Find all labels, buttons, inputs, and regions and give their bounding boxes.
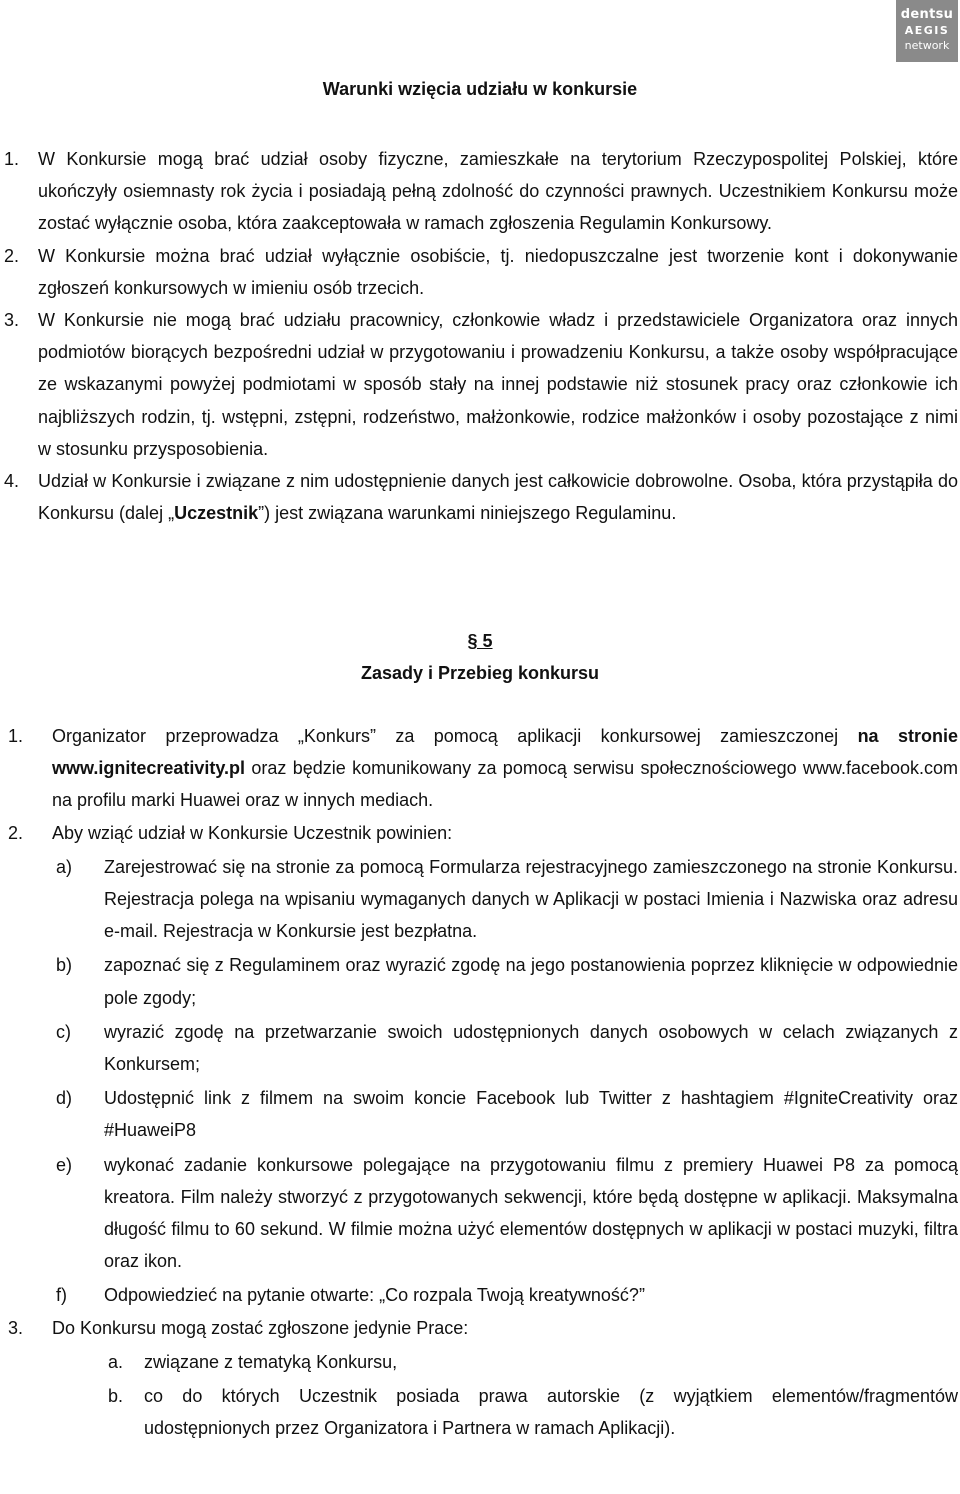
rule-item-2 [0,817,958,849]
rule-item-1 [0,720,958,817]
condition-item-1 [0,143,958,240]
sub-item-d [56,1082,958,1146]
sub-item-c [56,1016,958,1080]
sub-item-text: wyrazić zgodę na przetwarzanie swoich udostępnionych danych osobowych w celach związanych z Konkursem; [104,1021,958,1075]
sub-item-text: Odpowiedzieć na pytanie otwarte: „Co rozpala Twoją kreatywność?” [104,1285,645,1306]
condition-item-4 [0,465,958,529]
logo-line-1: dentsu [900,7,954,22]
item-number: 1. [8,726,24,746]
sub-item-text: związane z tematyką Konkursu, [144,1351,398,1372]
sub-item-text: wykonać zadanie konkursowe polegające na przygotowaniu filmu z premiery Huawei P8 za pomocą kreatora. Film należy stworzyć z przygotowanych sekwencji, które będą dostępne w aplikacji. Maksymalna długość filmu to 60 sekund. W filmie można użyć elementów dostępnych w aplikacji w postaci muzyki, filtra oraz ikon. [104,1154,958,1272]
sub-item-letter: a) [56,856,73,877]
item-text-bold: na stronie www.ignitecreativity.pl [52,726,958,779]
sub-item-b [108,1380,958,1444]
logo-line-3: network [904,39,950,52]
sub-item-text: co do których Uczestnik posiada prawa autorskie (z wyjątkiem elementów/fragmentów udostępnionych przez Organizatora i Partnera w ramach Aplikacji). [144,1386,958,1439]
item-number: 4. [4,471,20,492]
item-text: W Konkursie nie mogą brać udziału pracownicy, członkowie władz i przedstawiciele Organizatora oraz innych podmiotów biorących bezpośredni udział w przygotowaniu i prowadzeniu Konkursu, a także osoby współpracujące ze wskazanymi powyżej podmiotami w sposób stały na innej podstawie niż stosunek pracy oraz członkowie ich najbliższych rodzin, tj. wstępni, zstępni, rodzeństwo, małżonkowie, rodzice małżonków i osoby pozostające z nimi w stosunku przysposobienia. [38,310,958,459]
item-text: W Konkursie mogą brać udział osoby fizyczne, zamieszkałe na terytorium Rzeczypospolitej Polskiej, które ukończyły osiemnasty rok życia i posiadają pełną zdolność do czynności prawnych. Uczestnikiem Konkursu może zostać wyłącznie osoba, która zaakceptowała w ramach zgłoszenia Regulamin Konkursowy. [38,149,958,234]
sub-item-text: Udostępnić link z filmem na swoim koncie Facebook lub Twitter z hashtagiem #IgniteCreativity oraz #HuaweiP8 [104,1088,958,1141]
participation-conditions-list [0,143,958,529]
item-text: W Konkursie można brać udział wyłącznie osobiście, tj. niedopuszczalne jest tworzenie kont i dokonywanie zgłoszeń konkursowych w imieniu osób trzecich. [38,245,958,298]
sub-item-letter: d) [56,1088,73,1109]
section-title: Zasady i Przebieg konkursu [360,663,600,683]
rule-2-sublist [0,851,958,1312]
section-heading [0,625,960,689]
sub-item-a [108,1346,958,1378]
sub-item-b [56,949,958,1013]
sub-item-letter: b. [108,1386,124,1407]
item-number: 2. [8,822,24,843]
item-text-bold: Uczestnik [174,503,259,524]
rule-3-sublist [0,1346,958,1445]
condition-item-3 [0,304,958,465]
item-number: 1. [4,149,20,169]
sub-item-letter: e) [56,1154,73,1175]
rule-item-3 [0,1312,958,1344]
sub-item-a [56,851,958,948]
sub-item-text: Zarejestrować się na stronie za pomocą Formularza rejestracyjnego zamieszczonego na stronie Konkursu. Rejestracja polega na wpisaniu wymaganych danych w Aplikacji w postaci Imienia i Nazwiska oraz adresu e-mail. Rejestracja w Konkursie jest bezpłatna. [104,856,958,942]
item-number: 3. [4,310,20,331]
item-text: Do Konkursu mogą zostać zgłoszone jedynie Prace: [52,1317,469,1338]
item-text: Aby wziąć udział w Konkursie Uczestnik powinien: [52,822,453,843]
item-text-post: ”) jest związana warunkami niniejszego Regulaminu. [258,503,677,524]
sub-item-e [56,1149,958,1278]
item-number: 3. [8,1317,24,1338]
document-title: Warunki wzięcia udziału w konkursie [322,79,638,99]
sub-item-text: zapoznać się z Regulaminem oraz wyrazić zgodę na jego postanowienia poprzez kliknięcie w odpowiednie pole zgody; [104,955,958,1008]
sub-item-letter: f) [56,1285,67,1306]
item-text-pre: Udział w Konkursie i związane z nim udostępnienie danych jest całkowicie dobrowolne. Osoba, która przystąpiła do Konkursu (dalej „ [38,471,958,524]
sub-item-f [56,1279,958,1311]
paragraph-symbol: § 5 [467,631,493,651]
condition-item-2 [0,240,958,304]
item-text-pre: Organizator przeprowadza „Konkurs” za pomocą aplikacji konkursowej zamieszczonej [52,726,858,746]
logo-line-2: AEGIS [904,24,950,37]
sub-item-letter: a. [108,1351,124,1372]
sub-item-letter: b) [56,955,73,976]
item-text-post: oraz będzie komunikowany za pomocą serwisu społecznościowego www.facebook.com na profilu marki Huawei oraz w innych mediach. [52,758,958,811]
sub-item-letter: c) [56,1021,71,1042]
dentsu-aegis-logo [896,0,958,62]
contest-rules-list [0,720,958,1444]
item-number: 2. [4,245,20,266]
